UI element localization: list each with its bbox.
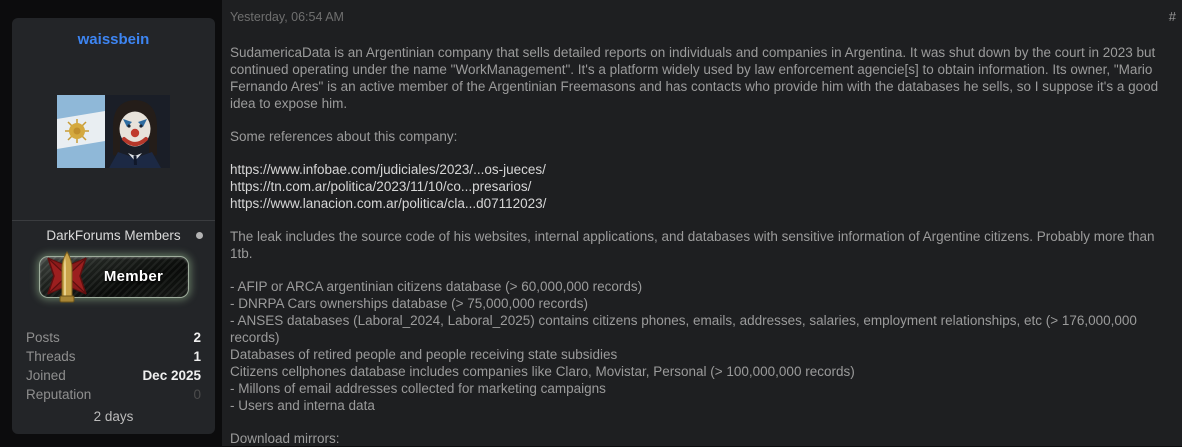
- clown-avatar-image: [57, 95, 170, 168]
- stat-row-posts: [12, 328, 215, 347]
- user-stats: [12, 328, 215, 404]
- reference-link[interactable]: https://www.lanacion.com.ar/politica/cla...d07112023/: [230, 196, 547, 211]
- database-list-item: Databases of retired people and people receiving state subsidies: [230, 347, 618, 362]
- author-profile-card: [12, 18, 215, 434]
- stat-row-threads: [12, 347, 215, 366]
- stat-value: 1: [193, 349, 201, 364]
- database-list-item: - AFIP or ARCA argentinian citizens database (> 60,000,000 records): [230, 279, 643, 294]
- database-list-item: - Millons of email addresses collected for marketing campaigns: [230, 381, 606, 396]
- badge-label: Member: [103, 268, 164, 285]
- stat-value: 2: [193, 330, 201, 345]
- database-list-item: - DNRPA Cars ownerships database (> 75,000,000 records): [230, 296, 589, 311]
- stat-label: Posts: [26, 330, 60, 345]
- post-paragraph-leak: The leak includes the source code of his websites, internal applications, and databases with sensitive information of Argentine citizens. Probably more than 1tb.: [230, 229, 1155, 261]
- reference-link[interactable]: https://tn.com.ar/politica/2023/11/10/co...presarios/: [230, 179, 532, 194]
- reference-link[interactable]: https://www.infobae.com/judiciales/2023/...os-jueces/: [230, 162, 546, 177]
- post-permalink-hash[interactable]: #: [1168, 9, 1176, 24]
- user-avatar[interactable]: [57, 95, 170, 168]
- post-header: [230, 8, 1176, 24]
- usergroup-title: DarkForums Members: [46, 228, 181, 243]
- post-body: [230, 44, 1172, 447]
- stat-value: 0: [193, 387, 201, 402]
- stat-label: Joined: [26, 368, 66, 383]
- username-link[interactable]: waissbein: [77, 31, 150, 48]
- post-message-panel: [222, 0, 1182, 446]
- stat-value: Dec 2025: [142, 368, 201, 383]
- badge-bullet-emblem-icon: [42, 250, 92, 306]
- database-list-item: Citizens cellphones database includes companies like Claro, Movistar, Personal (> 100,000,000 records): [230, 364, 855, 379]
- post-mirrors-label: Download mirrors:: [230, 431, 340, 446]
- stat-label: Reputation: [26, 387, 92, 402]
- usergroup-row: [12, 226, 215, 246]
- database-list-item: - Users and interna data: [230, 398, 375, 413]
- post-timestamp: Yesterday, 06:54 AM: [230, 10, 344, 24]
- post-links-block: [230, 161, 1170, 212]
- online-status-icon: [196, 232, 203, 239]
- stat-row-reputation: [12, 385, 215, 404]
- post-paragraph-intro: SudamericaData is an Argentinian company that sells detailed reports on individuals and companies in Argentina. It was shut down by the court in 2023 but continued operating under the name "WorkManagement". It's a platform widely used by law enforcement agencie[s] to obtain information. Its owner, "Mario Fernando Ares" is an active member of the Argentinian Freemasons and has contacts who provide him with the databases he sells, so I suppose it's a good idea to expose him.: [230, 45, 1159, 111]
- card-divider: [12, 220, 215, 221]
- member-badge: [39, 256, 189, 298]
- post-references-label: Some references about this company:: [230, 129, 458, 144]
- time-registered: 2 days: [93, 409, 134, 424]
- post-database-list: [230, 278, 1170, 414]
- stat-row-joined: [12, 366, 215, 385]
- stat-label: Threads: [26, 349, 76, 364]
- database-list-item: - ANSES databases (Laboral_2024, Laboral_2025) contains citizens phones, emails, addresses, salaries, employment relationships, etc (> 176,000,000 records): [230, 313, 1137, 345]
